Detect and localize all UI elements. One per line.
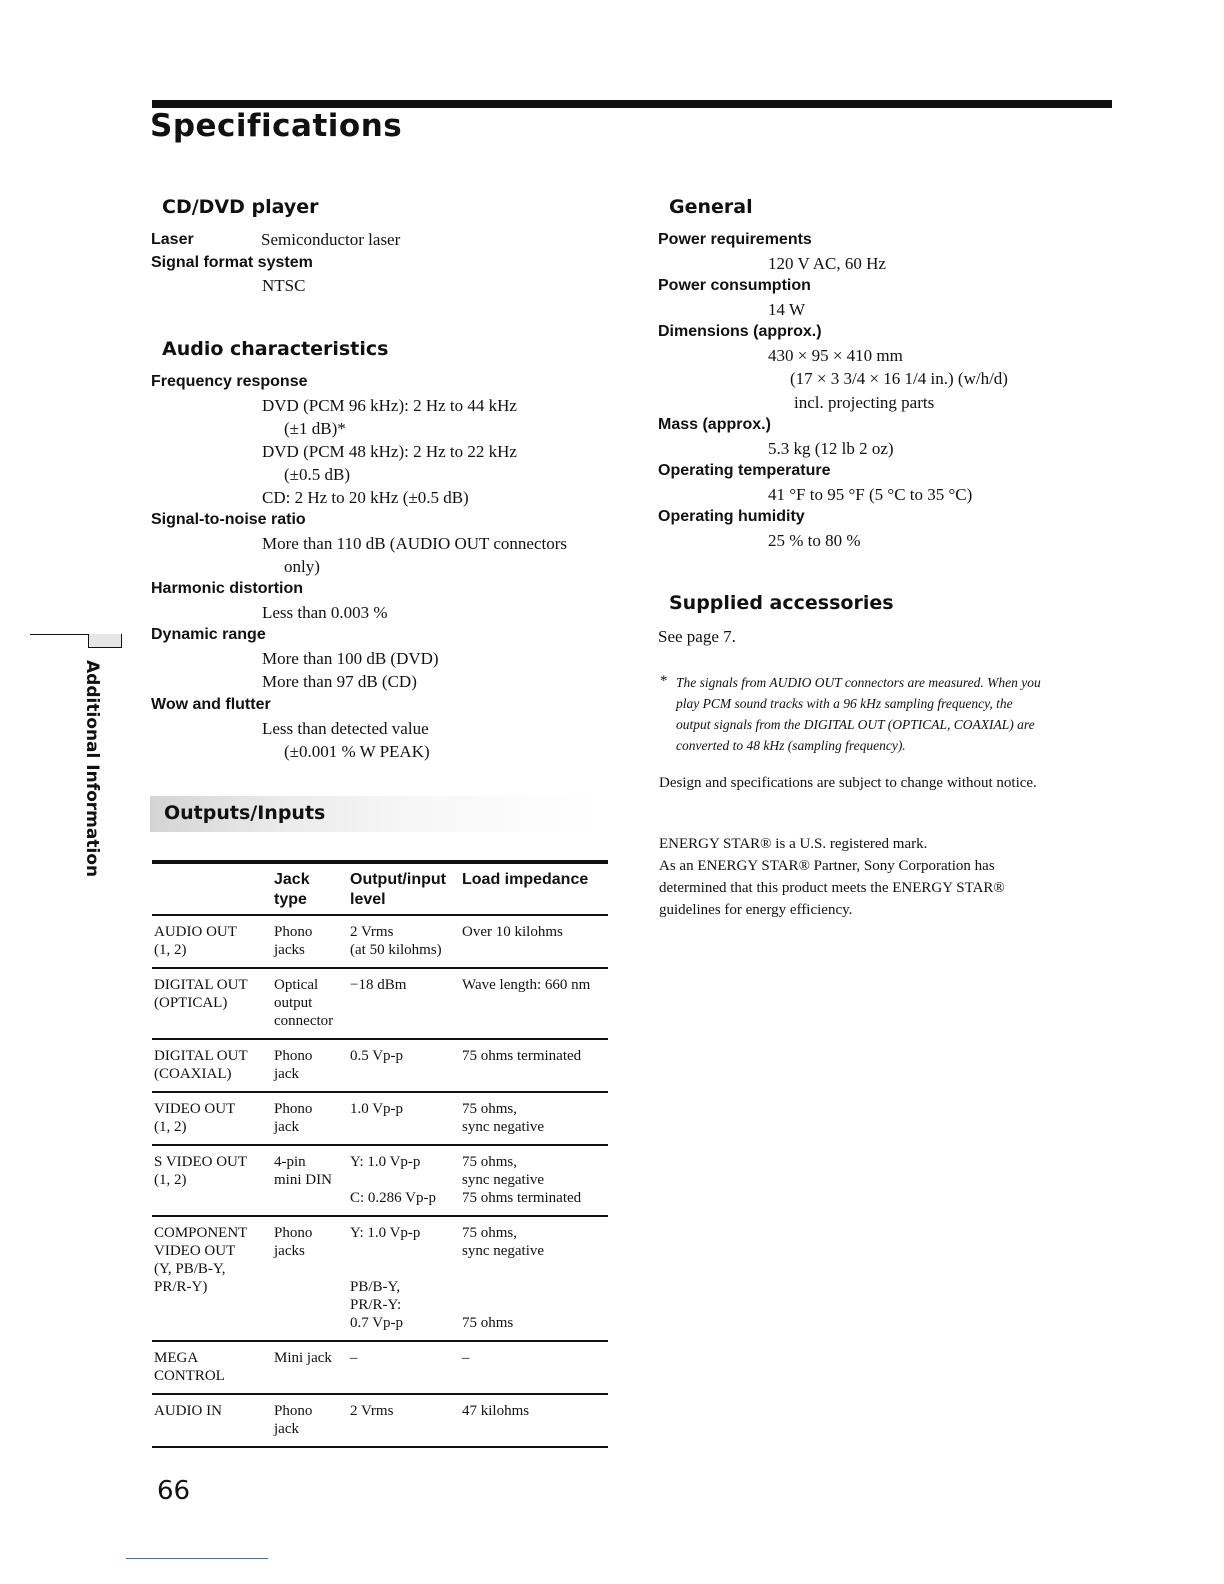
outputs-heading-band — [150, 796, 600, 832]
column-header-level: Output/input level — [348, 862, 460, 915]
column-header — [152, 862, 272, 915]
freq-line-1: DVD (PCM 96 kHz): 2 Hz to 44 kHz — [262, 396, 517, 415]
table-cell: S VIDEO OUT (1, 2) — [152, 1145, 272, 1216]
outputs-heading: Outputs/Inputs — [164, 802, 326, 824]
accessories-text: See page 7. — [658, 627, 736, 646]
column-header-jack-type: Jack type — [272, 862, 348, 915]
footnote-line-1: The signals from AUDIO OUT connectors are measured. When you — [676, 675, 1041, 690]
table-row — [152, 1394, 608, 1447]
power-req-label: Power requirements — [658, 231, 812, 248]
table-row — [152, 915, 608, 968]
signal-format-label: Signal format system — [151, 254, 313, 271]
footnote-line-3: output signals from the DIGITAL OUT (OPTICAL, COAXIAL) are — [676, 717, 1035, 732]
op-temp-label: Operating temperature — [658, 462, 831, 479]
table-cell: 4-pin mini DIN — [272, 1145, 348, 1216]
wow-line-2: (±0.001 % W PEAK) — [284, 742, 430, 761]
power-cons-value: 14 W — [768, 300, 805, 319]
dynamic-range-label: Dynamic range — [151, 626, 266, 643]
table-cell: Phono jack — [272, 1092, 348, 1145]
table-cell: Phono jack — [272, 1039, 348, 1092]
table-cell: AUDIO IN — [152, 1394, 272, 1447]
energy-star-line-3: determined that this product meets the ENERGY STAR® — [659, 880, 1005, 896]
laser-label: Laser — [151, 231, 194, 248]
table-cell: MEGA CONTROL — [152, 1341, 272, 1394]
power-req-value: 120 V AC, 60 Hz — [768, 254, 886, 273]
table-cell: Wave length: 660 nm — [460, 968, 608, 1039]
table-cell: 0.5 Vp-p — [348, 1039, 460, 1092]
table-cell: 1.0 Vp-p — [348, 1092, 460, 1145]
footnote-line-2: play PCM sound tracks with a 96 kHz sampling frequency, the — [676, 696, 1013, 711]
table-cell: 75 ohms, sync negative — [460, 1092, 608, 1145]
dimensions-line-3: incl. projecting parts — [794, 393, 935, 412]
table-cell: VIDEO OUT (1, 2) — [152, 1092, 272, 1145]
bottom-rule — [126, 1558, 268, 1559]
table-row — [152, 1039, 608, 1092]
op-temp-value: 41 °F to 95 °F (5 °C to 35 °C) — [768, 485, 973, 504]
table-cell: −18 dBm — [348, 968, 460, 1039]
op-humidity-value: 25 % to 80 % — [768, 531, 861, 550]
side-tab-marker — [88, 634, 122, 648]
table-cell: Phono jacks — [272, 1216, 348, 1341]
table-cell: Over 10 kilohms — [460, 915, 608, 968]
table-cell: – — [460, 1341, 608, 1394]
table-cell: 2 Vrms (at 50 kilohms) — [348, 915, 460, 968]
freq-line-4: (±0.5 dB) — [284, 465, 350, 484]
table-cell: AUDIO OUT (1, 2) — [152, 915, 272, 968]
table-row — [152, 1092, 608, 1145]
laser-value: Semiconductor laser — [261, 230, 401, 249]
general-heading: General — [669, 196, 753, 218]
accessories-heading: Supplied accessories — [669, 592, 894, 614]
wow-line-1: Less than detected value — [262, 719, 429, 738]
energy-star-line-1: ENERGY STAR® is a U.S. registered mark. — [659, 836, 928, 852]
freq-line-3: DVD (PCM 48 kHz): 2 Hz to 22 kHz — [262, 442, 517, 461]
outputs-table — [152, 860, 608, 1448]
table-cell: 2 Vrms — [348, 1394, 460, 1447]
change-notice: Design and specifications are subject to change without notice. — [659, 775, 1037, 791]
table-header-row — [152, 862, 608, 915]
page-number: 66 — [157, 1476, 191, 1506]
audio-heading: Audio characteristics — [162, 338, 389, 360]
harmonic-value: Less than 0.003 % — [262, 603, 388, 622]
cd-dvd-heading: CD/DVD player — [162, 196, 319, 218]
table-cell: Mini jack — [272, 1341, 348, 1394]
table-cell: 75 ohms terminated — [460, 1039, 608, 1092]
dynamic-line-1: More than 100 dB (DVD) — [262, 649, 439, 668]
harmonic-label: Harmonic distortion — [151, 580, 304, 597]
signal-format-value: NTSC — [262, 276, 306, 295]
table-cell: DIGITAL OUT (COAXIAL) — [152, 1039, 272, 1092]
freq-line-2: (±1 dB)* — [284, 419, 346, 438]
energy-star-line-2: As an ENERGY STAR® Partner, Sony Corporation has — [659, 858, 995, 874]
freq-response-label: Frequency response — [151, 373, 308, 390]
table-cell: 75 ohms, sync negative 75 ohms — [460, 1216, 608, 1341]
snr-label: Signal-to-noise ratio — [151, 511, 306, 528]
table-cell: DIGITAL OUT (OPTICAL) — [152, 968, 272, 1039]
table-row — [152, 1216, 608, 1341]
freq-line-5: CD: 2 Hz to 20 kHz (±0.5 dB) — [262, 488, 469, 507]
table-cell: Phono jack — [272, 1394, 348, 1447]
table-cell: Y: 1.0 Vp-p C: 0.286 Vp-p — [348, 1145, 460, 1216]
dimensions-line-1: 430 × 95 × 410 mm — [768, 346, 903, 365]
table-cell: 75 ohms, sync negative 75 ohms terminated — [460, 1145, 608, 1216]
snr-line-2: only) — [284, 557, 320, 576]
column-header-load-impedance: Load impedance — [460, 862, 608, 915]
side-tab-label: Additional Information — [82, 660, 102, 878]
page-title: Specifications — [150, 108, 403, 144]
mass-value: 5.3 kg (12 lb 2 oz) — [768, 439, 894, 458]
dimensions-label: Dimensions (approx.) — [658, 323, 822, 340]
power-cons-label: Power consumption — [658, 277, 811, 294]
table-cell: COMPONENT VIDEO OUT (Y, PB/B-Y, PR/R-Y) — [152, 1216, 272, 1341]
dynamic-line-2: More than 97 dB (CD) — [262, 672, 417, 691]
footnote-line-4: converted to 48 kHz (sampling frequency). — [676, 738, 906, 753]
table-cell: Phono jacks — [272, 915, 348, 968]
op-humidity-label: Operating humidity — [658, 508, 805, 525]
table-cell: Y: 1.0 Vp-p PB/B-Y, PR/R-Y: 0.7 Vp-p — [348, 1216, 460, 1341]
table-row — [152, 968, 608, 1039]
table-row — [152, 1145, 608, 1216]
mass-label: Mass (approx.) — [658, 416, 771, 433]
table-cell: Optical output connector — [272, 968, 348, 1039]
table-row — [152, 1341, 608, 1394]
top-rule — [152, 100, 1112, 108]
energy-star-line-4: guidelines for energy efficiency. — [659, 902, 853, 918]
snr-line-1: More than 110 dB (AUDIO OUT connectors — [262, 534, 567, 553]
table-cell: 47 kilohms — [460, 1394, 608, 1447]
wow-flutter-label: Wow and flutter — [151, 696, 271, 713]
dimensions-line-2: (17 × 3 3/4 × 16 1/4 in.) (w/h/d) — [790, 369, 1008, 388]
table-cell: – — [348, 1341, 460, 1394]
footnote-marker: * — [660, 673, 668, 689]
